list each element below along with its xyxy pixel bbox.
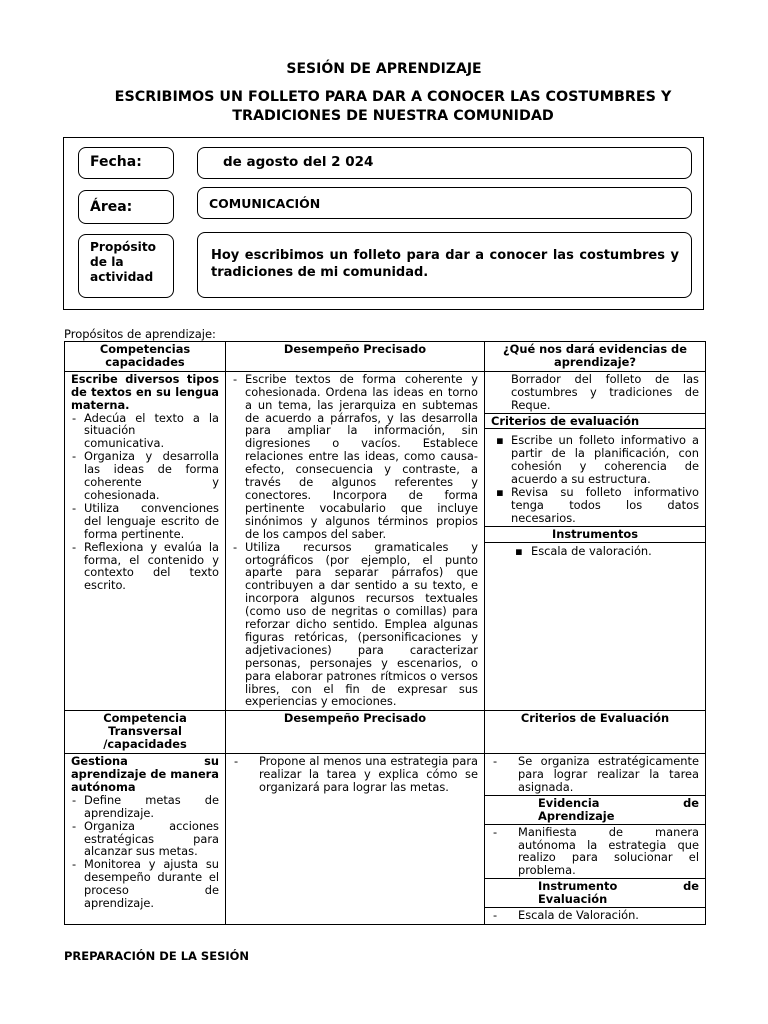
info-frame	[63, 137, 704, 310]
list-item: ▪ Escala de valoración.	[491, 545, 699, 558]
instrumentos-header: Instrumentos	[485, 526, 705, 541]
list-item: - Escribe textos de forma coherente y cohesionada. Ordena las ideas en torno a un tema, las jerarquiza en subtemas de acuerdo a párrafos, y las desarrolla para ampliar la información, sin digresiones o vacíos. Establece relaciones entre las ideas, como causa-efecto, consecuencia y contraste, a través de algunos referentes y conectores. Incorpora de forma pertinente vocabulario que incluye sinónimos y algunos términos propios de los campos del saber.	[232, 373, 478, 541]
instrumento-section	[485, 907, 705, 922]
criterios-transversal-cell	[485, 754, 706, 925]
desempeno-transversal-cell	[226, 754, 485, 925]
proposito-value-box: Hoy escribimos un folleto para dar a conocer las costumbres y tradiciones de mi comunidad.	[197, 232, 692, 298]
evidencia-list	[491, 826, 699, 878]
criterios-list	[491, 434, 699, 524]
desempeno-header-2: Desempeño Precisado	[226, 711, 485, 754]
list-item: - Monitorea y ajusta su desempeño durante el proceso de aprendizaje.	[71, 858, 219, 910]
instrumento-list	[491, 909, 699, 922]
list-item: ▪ Revisa su folleto informativo tenga todos los datos necesarios.	[491, 486, 699, 525]
list-item: - Reflexiona y evalúa la forma, el contenido y contexto del texto escrito.	[71, 541, 219, 593]
evidencias-cell	[485, 371, 706, 711]
evidencia-header: Evidencia de Aprendizaje	[485, 795, 705, 823]
session-subtitle: ESCRIBIMOS UN FOLLETO PARA DAR A CONOCER LAS COSTUMBRES Y TRADICIONES DE NUESTRA COMUNIDAD	[114, 89, 672, 124]
purposes-label: Propósitos de aprendizaje:	[64, 327, 216, 341]
criterios-header-2: Criterios de Evaluación	[485, 711, 706, 754]
list-item: - Define metas de aprendizaje.	[71, 794, 219, 820]
transversal-header: Competencia Transversal /capacidades	[65, 711, 226, 754]
desempeno-transversal-list	[232, 755, 478, 794]
criterios-header: Criterios de evaluación	[485, 413, 705, 428]
competencias-header: Competencias capacidades	[65, 342, 226, 372]
evidencias-header: ¿Qué nos dará evidencias de aprendizaje?	[485, 342, 706, 372]
list-item: - Se organiza estratégicamente para lograr realizar la tarea asignada.	[491, 755, 699, 794]
capacidades-transversal-list	[71, 794, 219, 910]
desempeno-cell	[226, 371, 485, 711]
fecha-value-box: de agosto del 2 024	[197, 147, 692, 179]
desempeno-header: Desempeño Precisado	[226, 342, 485, 372]
criterio-list	[491, 755, 699, 794]
list-item: - Organiza acciones estratégicas para alcanzar sus metas.	[71, 820, 219, 859]
table1-body-row	[65, 371, 706, 711]
list-item: ▪ Escribe un folleto informativo a partir de la planificación, con cohesión y coherencia de acuerdo a su estructura.	[491, 434, 699, 486]
instrumento-header: Instrumento de Evaluación	[485, 878, 705, 906]
transversal-cell	[65, 754, 226, 925]
competencia-transversal-name: Gestiona su aprendizaje de manera autónoma	[71, 754, 219, 794]
list-item: - Organiza y desarrolla las ideas de forma coherente y cohesionada.	[71, 450, 219, 502]
preparation-heading: PREPARACIÓN DE LA SESIÓN	[64, 949, 250, 963]
instrumentos-list	[491, 545, 699, 558]
area-label-box: Área:	[78, 190, 174, 224]
area-value-box: COMUNICACIÓN	[197, 187, 692, 219]
evidencia-section	[485, 824, 705, 878]
list-item: - Adecúa el texto a la situación comunicativa.	[71, 412, 219, 451]
competencias-cell	[65, 371, 226, 711]
evidencia-text: Borrador del folleto de las costumbres y tradiciones de Reque.	[511, 371, 699, 412]
table2-header-row	[65, 711, 706, 754]
list-item: - Utiliza convenciones del lenguaje escrito de forma pertinente.	[71, 502, 219, 541]
competencia-name: Escribe diversos tipos de textos en su lengua materna.	[71, 371, 219, 412]
proposito-label-box: Propósito de la actividad	[78, 234, 174, 298]
criterios-section	[485, 428, 705, 524]
list-item: - Manifiesta de manera autónoma la estrategia que realizo para solucionar el problema.	[491, 826, 699, 878]
list-item: - Escala de Valoración.	[491, 909, 699, 922]
capacidades-list	[71, 412, 219, 593]
list-item: - Utiliza recursos gramaticales y ortográficos (por ejemplo, el punto aparte para separar párrafos) que contribuyen a dar sentido a su texto, e incorpora algunos recursos textuales (como uso de negritas o comillas) para reforzar dicho sentido. Emplea algunas figuras retóricas, (personificaciones y adjetivaciones) para caracterizar personas, personajes y escenarios, o para elaborar patrones rítmicos o versos libres, con el fin de expresar sus experiencias y emociones.	[232, 541, 478, 709]
list-item: - Propone al menos una estrategia para realizar la tarea y explica cómo se organizará para lograr las metas.	[232, 755, 478, 794]
table2-body-row	[65, 754, 706, 925]
fecha-label-box: Fecha:	[78, 147, 174, 179]
desempenos-list	[232, 373, 478, 709]
document-title: SESIÓN DE APRENDIZAJE	[286, 61, 482, 77]
table1-header-row	[65, 342, 706, 372]
learning-purposes-table	[64, 341, 706, 925]
instrumentos-section	[485, 542, 705, 558]
